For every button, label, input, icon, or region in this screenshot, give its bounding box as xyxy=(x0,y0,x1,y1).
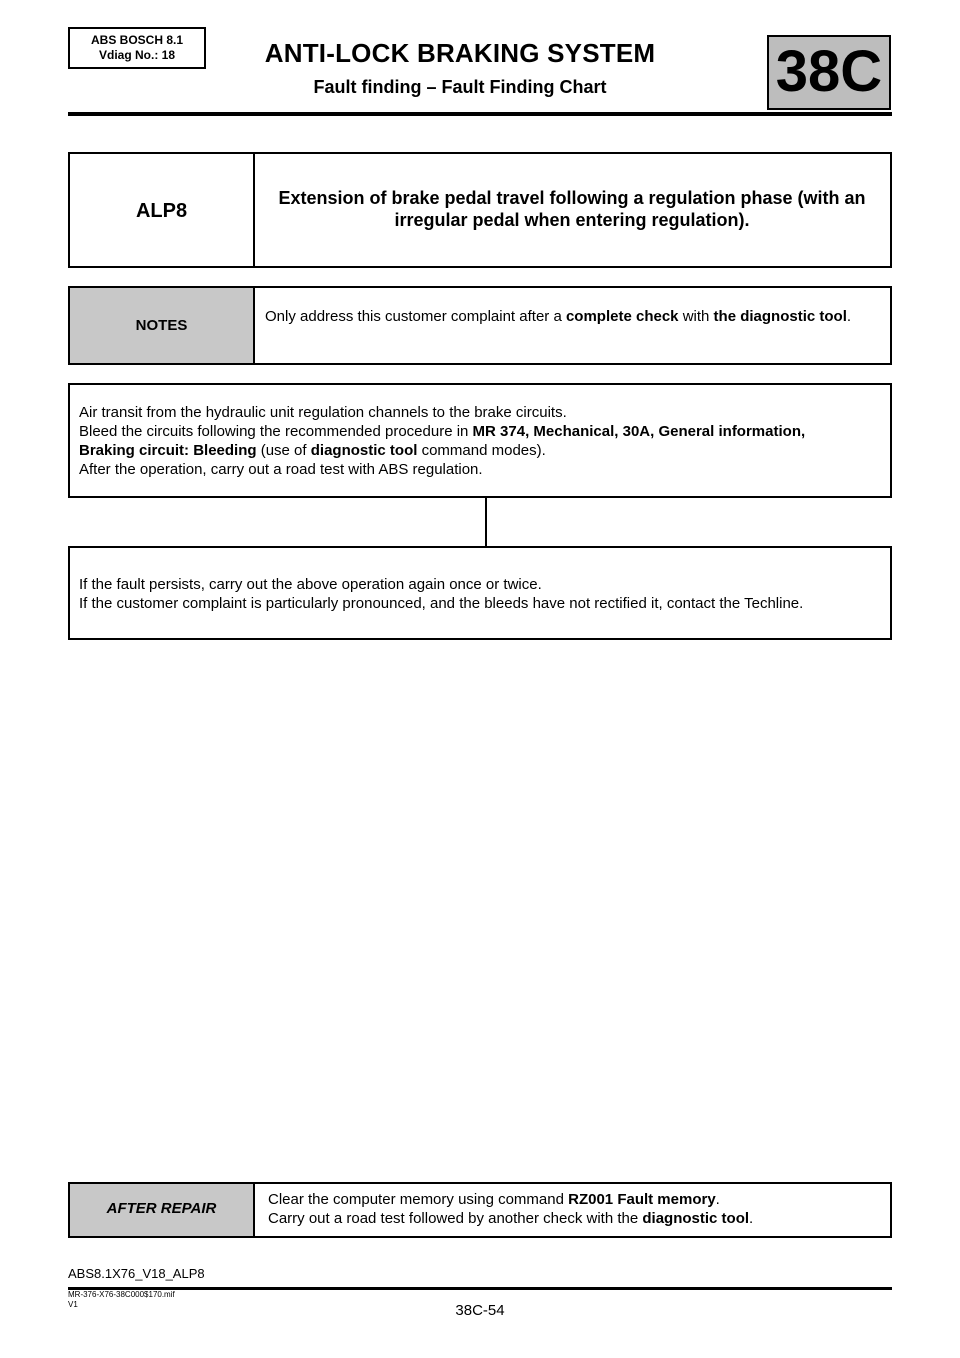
after-repair-text-part: . xyxy=(715,1191,720,1208)
notes-text-part: Only address this customer complaint after a xyxy=(265,308,566,325)
step-1-emphasis: diagnostic tool xyxy=(310,442,418,459)
alp-title: Extension of brake pedal travel following a regulation phase (with an irregular pedal when entering regulation). xyxy=(278,188,866,230)
after-repair-emphasis: diagnostic tool xyxy=(642,1210,750,1227)
after-repair-text-part: Carry out a road test followed by another check with the xyxy=(268,1210,643,1227)
step-1-text xyxy=(79,403,862,479)
notes-emphasis: complete check xyxy=(565,308,679,325)
source-file-info xyxy=(68,1290,175,1310)
notes-text-part: with xyxy=(678,308,714,325)
footer-divider xyxy=(68,1287,892,1290)
after-repair-label-cell xyxy=(70,1184,255,1236)
after-repair-text xyxy=(268,1190,876,1228)
step-1-line: After the operation, carry out a road test with ABS regulation. xyxy=(79,461,483,478)
after-repair-emphasis: RZ001 Fault memory xyxy=(568,1191,716,1208)
step-1-line xyxy=(79,422,862,460)
step-2-text xyxy=(79,575,880,613)
step-1-text-part: command modes). xyxy=(417,442,546,459)
vdiag-number: Vdiag No.: 18 xyxy=(98,48,175,62)
notes-label-cell xyxy=(70,288,255,363)
step-1-text-part: Bleed the circuits following the recommended procedure in xyxy=(79,423,473,440)
page-subtitle: Fault finding – Fault Finding Chart xyxy=(313,77,607,97)
after-repair-text-part: . xyxy=(749,1210,754,1227)
document-reference: ABS8.1X76_V18_ALP8 xyxy=(68,1266,205,1281)
after-repair-label: AFTER REPAIR xyxy=(106,1200,217,1217)
step-2-line: If the fault persists, carry out the above operation again once or twice. xyxy=(79,576,542,593)
notes-box xyxy=(68,286,892,365)
after-repair-text-part: Clear the computer memory using command xyxy=(268,1191,569,1208)
page-title: ANTI-LOCK BRAKING SYSTEM xyxy=(264,38,656,68)
after-repair-line xyxy=(268,1190,876,1209)
page-number: 38C-54 xyxy=(455,1302,505,1319)
step-1-emphasis: MR 374, Mechanical, 30A, General information, Braking circuit: Bleeding xyxy=(79,423,806,459)
mr-file-name: MR-376-X76-38C000$170.mif xyxy=(68,1290,175,1299)
step-2-line: If the customer complaint is particularly pronounced, and the bleeds have not rectified it, contact the Techline. xyxy=(79,595,804,612)
header-divider xyxy=(68,112,892,116)
notes-text-part: . xyxy=(846,308,852,325)
version-label: V1 xyxy=(68,1300,78,1309)
notes-label: NOTES xyxy=(135,317,188,334)
step-1-text-part: (use of xyxy=(256,442,311,459)
flow-connector xyxy=(485,496,487,548)
notes-emphasis: the diagnostic tool xyxy=(713,308,847,325)
after-repair-box xyxy=(68,1182,892,1238)
after-repair-line xyxy=(268,1209,876,1228)
alp-code-cell xyxy=(70,154,255,266)
section-code-badge: 38C xyxy=(767,35,891,110)
notes-text xyxy=(265,307,864,326)
system-name: ABS BOSCH 8.1 xyxy=(90,33,184,47)
procedure-step-1 xyxy=(68,383,892,498)
step-1-line: Air transit from the hydraulic unit regulation channels to the brake circuits. xyxy=(79,404,567,421)
alp-code: ALP8 xyxy=(135,200,188,222)
vehicle-id-box xyxy=(68,27,206,69)
procedure-step-2 xyxy=(68,546,892,640)
alp-header-box xyxy=(68,152,892,268)
